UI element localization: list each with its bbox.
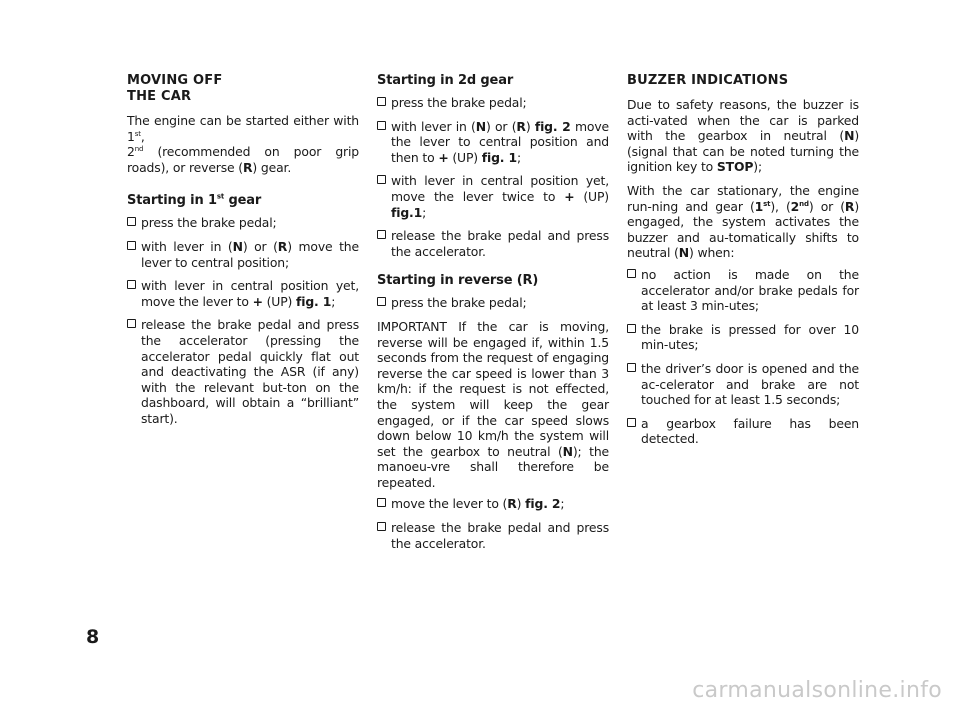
reverse-steps-continued [377,496,609,551]
first-gear-steps [127,215,359,426]
list-item: press the brake pedal; [377,95,609,111]
list-item: release the brake pedal and press the accelerator. [377,520,609,551]
checkbox-bullet-icon [377,498,386,507]
list-item: the driver’s door is opened and the ac-celerator and brake are not touched for at least 1.5 seconds; [627,361,859,408]
list-item: release the brake pedal and press the accelerator (pressing the accelerator pedal quickly flat out and deactivating the ASR (if any) with the relevant but-ton on the dashboard, will obtain a “brilliant” start). [127,317,359,426]
intro-paragraph: The engine can be started either with 1st, 2nd (recommended on poor grip roads), or reverse (R) gear. [127,113,359,175]
checkbox-bullet-icon [127,217,136,226]
checkbox-bullet-icon [377,121,386,130]
buzzer-conditions [627,267,859,447]
checkbox-bullet-icon [627,418,636,427]
checkbox-bullet-icon [377,522,386,531]
subheading-first-gear: Starting in 1st gear [127,193,262,209]
list-item: a gearbox failure has been detected. [627,416,859,447]
checkbox-bullet-icon [627,269,636,278]
list-item: press the brake pedal; [377,295,609,311]
checkbox-bullet-icon [127,241,136,250]
column-moving-off [127,73,359,435]
list-item: release the brake pedal and press the accelerator. [377,228,609,259]
list-item: with lever in central position yet, move the lever to + (UP) fig. 1; [127,278,359,309]
checkbox-bullet-icon [377,97,386,106]
list-item: press the brake pedal; [127,215,359,231]
list-item: no action is made on the accelerator and/or brake pedals for at least 3 min-utes; [627,267,859,314]
page-number: 8 [86,626,100,648]
column-buzzer [627,73,859,455]
important-note: IMPORTANT If the car is moving, reverse will be engaged if, within 1.5 seconds from the request of engaging reverse the car speed is lower than 3 km/h: if the request is not effected, the system will keep the gear engaged, or if the car speed slows down below 10 km/h the system will set the gearbox to neutral (N); the manoeu-vre shall therefore be repeated. [377,318,609,490]
second-gear-steps [377,95,609,259]
buzzer-paragraph-2: With the car stationary, the engine run-ning and gear (1st), (2nd) or (R) engaged, the system activates the buzzer and au-tomatically shifts to neutral (N) when: [627,182,859,261]
reverse-steps [377,295,609,311]
checkbox-bullet-icon [127,280,136,289]
checkbox-bullet-icon [627,363,636,372]
checkbox-bullet-icon [627,324,636,333]
list-item: the brake is pressed for over 10 min-utes; [627,322,859,353]
subheading-second-gear: Starting in 2d gear [377,73,514,88]
heading-buzzer: BUZZER INDICATIONS [627,73,789,88]
list-item: with lever in central position yet, move the lever twice to + (UP) fig.1; [377,173,609,220]
buzzer-paragraph-1: Due to safety reasons, the buzzer is acti-vated when the car is parked with the gearbox in neutral (N) (signal that can be noted turning the ignition key to STOP); [627,97,859,175]
list-item: with lever in (N) or (R) move the lever to central position; [127,239,359,270]
watermark-text: carmanualsonline.info [692,678,942,703]
subheading-reverse: Starting in reverse (R) [377,273,539,289]
list-item: move the lever to (R) fig. 2; [377,496,609,512]
checkbox-bullet-icon [377,297,386,306]
column-starting [377,73,609,559]
checkbox-bullet-icon [377,175,386,184]
heading-moving-off: MOVING OFF THE CAR [127,73,223,104]
list-item: with lever in (N) or (R) fig. 2 move the lever to central position and then to + (UP) fig. 1; [377,119,609,166]
checkbox-bullet-icon [127,319,136,328]
checkbox-bullet-icon [377,230,386,239]
